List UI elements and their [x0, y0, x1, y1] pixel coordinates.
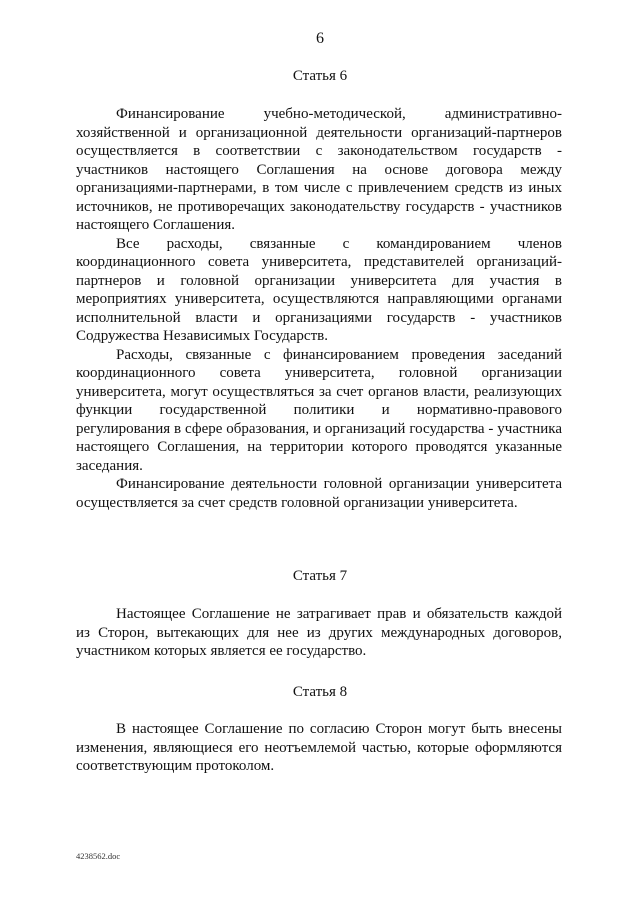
- article-6-paragraph-2: Все расходы, связанные с командированием членов координационного совета университета, представителей организаций-партнеров и головной организации университета для участия в мероприятиях университета, осуществляются направляющими органами исполнительной власти и организациями государств - участников Содружества Независимых Государств.: [76, 235, 562, 344]
- page-number: 6: [316, 30, 324, 47]
- article-7-paragraph-1: Настоящее Соглашение не затрагивает прав и обязательств каждой из Сторон, вытекающих для нее из других международных договоров, участником которых является ее государство.: [76, 606, 562, 659]
- article-6-paragraph-4: Финансирование деятельности головной организации университета осуществляется за счет средств головной организации университета.: [76, 476, 562, 511]
- article-7-heading: Статья 7: [292, 568, 348, 584]
- article-8-paragraph-1: В настоящее Соглашение по согласию Сторон могут быть внесены изменения, являющиеся его неотъемлемой частью, которые оформляются соответствующим протоколом.: [76, 721, 562, 774]
- article-6-heading: Статья 6: [292, 68, 348, 84]
- article-6-body: [76, 105, 562, 512]
- article-7-body: [76, 605, 562, 661]
- footer-filename: 4238562.doc: [76, 851, 121, 861]
- article-6-paragraph-1: Финансирование учебно-методической, административно-хозяйственной и организационной деятельности организаций-партнеров осуществляется в соответствии с законодательством государств - участников настоящего Соглашения на основе договора между организациями-партнерами, в том числе с привлечением средств из иных источников, не противоречащих законодательству государств - участников настоящего Соглашения.: [76, 106, 562, 233]
- article-8-body: [76, 720, 562, 776]
- article-8-heading: Статья 8: [292, 684, 348, 700]
- article-6-paragraph-3: Расходы, связанные с финансированием проведения заседаний координационного совета университета, головной организации университета, могут осуществляться за счет органов власти, реализующих функции государственной политики и нормативно-правового регулирования в сфере образования, и организаций государства - участника настоящего Соглашения, на территории которого проводятся указанные заседания.: [76, 346, 562, 474]
